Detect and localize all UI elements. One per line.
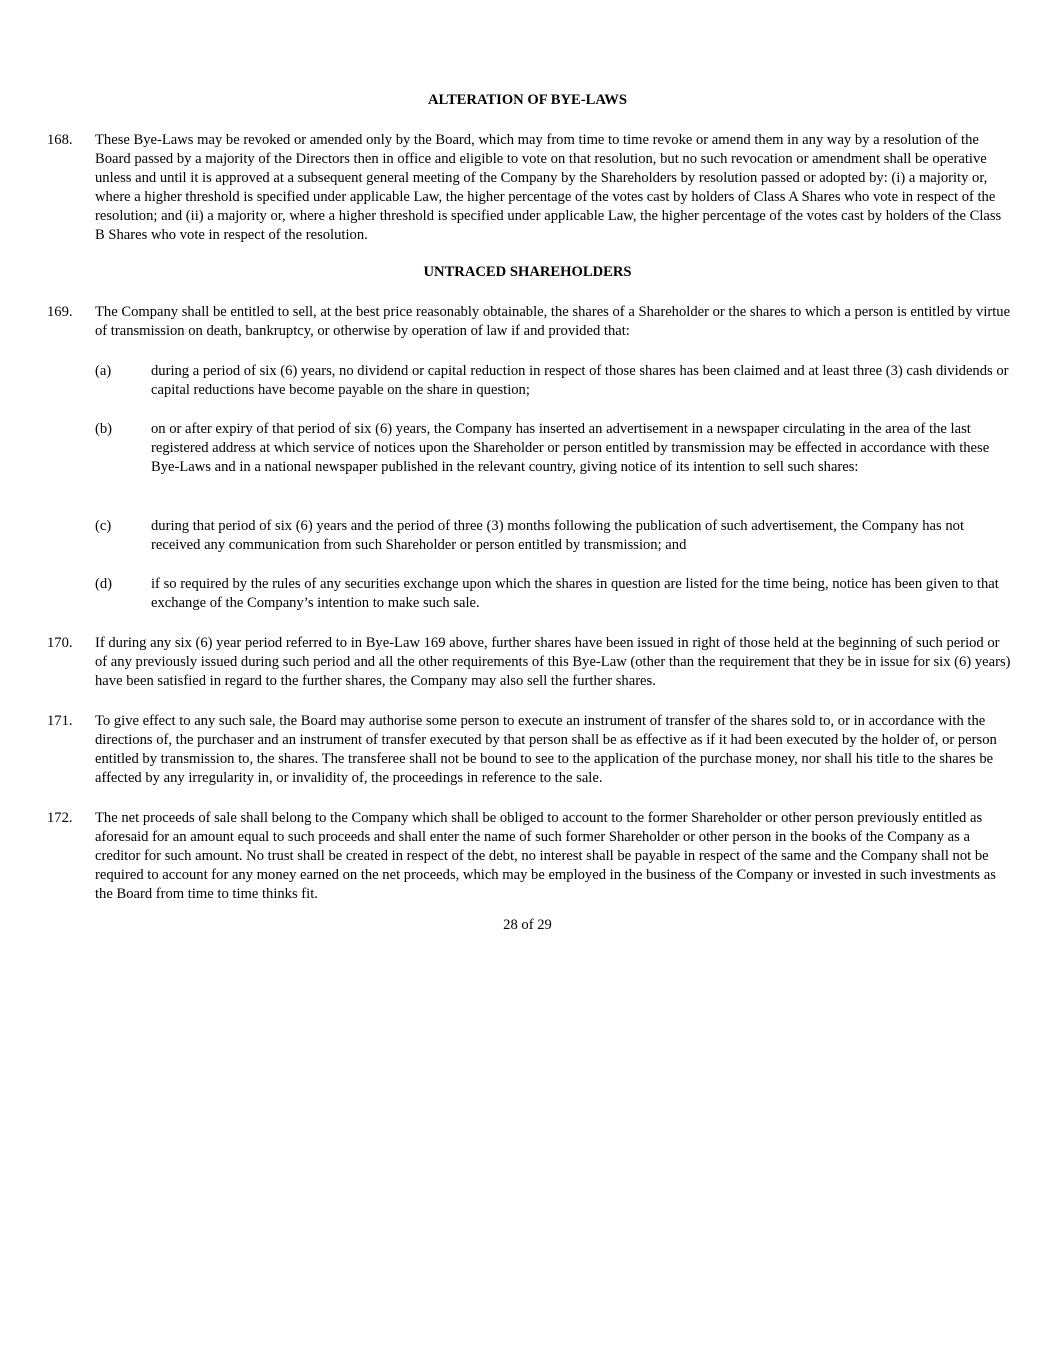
paragraph-number: 172.	[47, 810, 73, 826]
page-number: 28 of 29	[503, 917, 552, 933]
sub-item-text: during a period of six (6) years, no dividend or capital reduction in respect of those shares has been claimed and at least three (3) cash dividends or capital reductions have become payable on the share in question;	[151, 363, 1009, 399]
sub-item-text: on or after expiry of that period of six (6) years, the Company has inserted an advertisement in a newspaper circulating in the area of the last registered address at which service of notices upon the Shareholder or person entitled by transmission may be effected in accordance with these Bye-Laws and in a national newspaper published in the relevant country, giving notice of its intention to sell such shares:	[151, 421, 990, 476]
sub-item-label: (d)	[95, 576, 113, 592]
paragraph-number: 169.	[47, 304, 73, 320]
section-heading-untraced: UNTRACED SHAREHOLDERS	[423, 264, 632, 280]
sub-item-label: (c)	[95, 518, 112, 534]
paragraph-number: 168.	[47, 132, 73, 148]
paragraph-number: 170.	[47, 635, 73, 651]
paragraph-number: 171.	[47, 713, 73, 729]
paragraph-text: The Company shall be entitled to sell, at the best price reasonably obtainable, the shares of a Shareholder or the shares to which a person is entitled by virtue of transmission on death, bankruptcy, or otherwise by operation of law if and provided that:	[95, 304, 1011, 340]
paragraph-text: To give effect to any such sale, the Board may authorise some person to execute an instrument of transfer of the shares sold to, or in accordance with the directions of, the purchaser and an instrument of transfer executed by that person shall be as effective as if it had been executed by the holder of, or person entitled by transmission to, the shares. The transferee shall not be bound to see to the application of the purchase money, nor shall his title to the shares be affected by any irregularity in, or invalidity of, the proceedings in reference to the sale.	[95, 713, 997, 787]
paragraph-text: If during any six (6) year period referred to in Bye-Law 169 above, further shares have been issued in right of those held at the beginning of such period or of any previously issued during such period and all the other requirements of this Bye-Law (other than the requirement that they be in issue for six (6) years) have been satisfied in regard to the further shares, the Company may also sell the further shares.	[95, 635, 1011, 690]
sub-item-text: if so required by the rules of any securities exchange upon which the shares in question are listed for the time being, notice has been given to that exchange of the Company’s intention to make such sale.	[151, 576, 999, 612]
paragraph-text: These Bye-Laws may be revoked or amended only by the Board, which may from time to time revoke or amend them in any way by a resolution of the Board passed by a majority of the Directors then in office and eligible to vote on that resolution, but no such revocation or amendment shall be operative unless and until it is approved at a subsequent general meeting of the Company by the Shareholders by resolution passed or adopted by: (i) a majority or, where a higher threshold is specified under applicable Law, the higher percentage of the votes cast by holders of Class A Shares who vote in respect of the resolution; and (ii) a majority or, where a higher threshold is specified under applicable Law, the higher percentage of the votes cast by holders of the Class B Shares who vote in respect of the resolution.	[95, 132, 1002, 244]
sub-item-label: (a)	[95, 363, 112, 379]
sub-item-label: (b)	[95, 421, 113, 437]
section-heading-alteration: ALTERATION OF BYE-LAWS	[428, 92, 627, 108]
sub-item-text: during that period of six (6) years and the period of three (3) months following the publication of such advertisement, the Company has not received any communication from such Shareholder or person entitled by transmission; and	[151, 518, 965, 554]
paragraph-text: The net proceeds of sale shall belong to the Company which shall be obliged to account to the former Shareholder or other person previously entitled as aforesaid for an amount equal to such proceeds and shall enter the name of such former Shareholder or other person in the books of the Company as a creditor for such amount. No trust shall be created in respect of the debt, no interest shall be payable in respect of the same and the Company shall not be required to account for any money earned on the net proceeds, which may be employed in the business of the Company or invested in such investments as the Board from time to time thinks fit.	[95, 810, 996, 903]
